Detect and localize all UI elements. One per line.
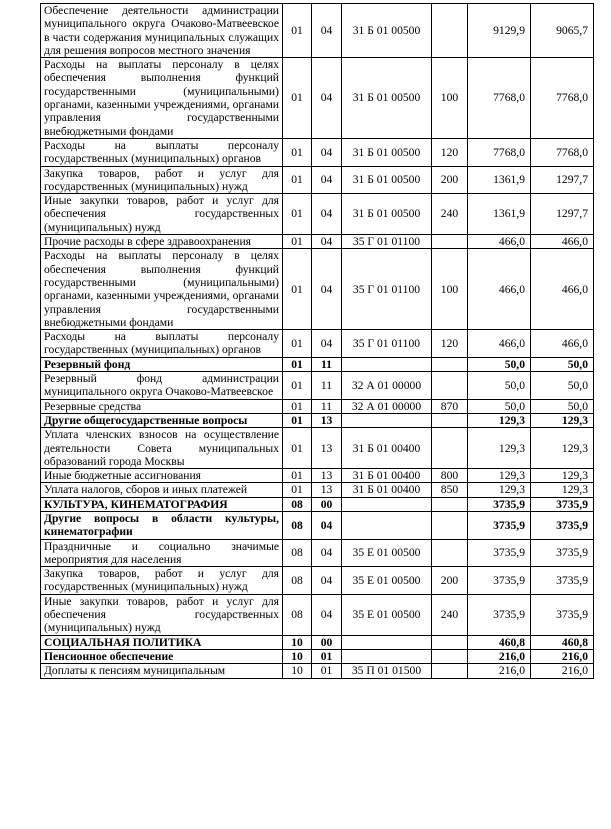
target-article-code: 31 Б 01 00500 (342, 194, 432, 235)
table-row (41, 497, 594, 511)
expense-type-code (432, 497, 468, 511)
section-code: 08 (283, 497, 312, 511)
target-article-code: 32 А 01 00000 (342, 372, 432, 400)
table-row (41, 635, 594, 649)
table-row (41, 4, 594, 58)
actual-amount: 9065,7 (531, 4, 594, 58)
table-row (41, 357, 594, 371)
subsection-code: 01 (312, 664, 342, 678)
subsection-code: 00 (312, 497, 342, 511)
expense-type-code (432, 539, 468, 567)
target-article-code (342, 357, 432, 371)
subsection-code: 04 (312, 194, 342, 235)
section-code: 01 (283, 138, 312, 166)
actual-amount: 50,0 (531, 357, 594, 371)
subsection-code: 04 (312, 567, 342, 595)
section-code: 01 (283, 166, 312, 194)
table-row (41, 249, 594, 330)
section-code: 01 (283, 483, 312, 497)
subsection-code: 04 (312, 511, 342, 539)
target-article-code: 31 Б 01 00400 (342, 469, 432, 483)
planned-amount: 3735,9 (468, 539, 531, 567)
planned-amount: 466,0 (468, 235, 531, 249)
section-code: 10 (283, 649, 312, 663)
subsection-code: 04 (312, 166, 342, 194)
table-row (41, 399, 594, 413)
actual-amount: 3735,9 (531, 539, 594, 567)
planned-amount: 466,0 (468, 330, 531, 358)
target-article-code: 35 Г 01 01100 (342, 235, 432, 249)
subsection-code: 13 (312, 413, 342, 427)
actual-amount: 129,3 (531, 483, 594, 497)
expense-type-code (432, 649, 468, 663)
section-code: 08 (283, 567, 312, 595)
target-article-code: 35 Е 01 00500 (342, 539, 432, 567)
table-row (41, 372, 594, 400)
table-row (41, 483, 594, 497)
planned-amount: 3735,9 (468, 567, 531, 595)
section-code: 08 (283, 511, 312, 539)
actual-amount: 466,0 (531, 330, 594, 358)
target-article-code (342, 497, 432, 511)
target-article-code: 31 Б 01 00500 (342, 58, 432, 139)
row-name: Уплата членских взносов на осуществление деятельности Совета муниципальных образований города Москвы (41, 428, 283, 469)
subsection-code: 13 (312, 483, 342, 497)
planned-amount: 129,3 (468, 428, 531, 469)
planned-amount: 3735,9 (468, 497, 531, 511)
table-row (41, 138, 594, 166)
expense-type-code: 240 (432, 594, 468, 635)
subsection-code: 04 (312, 249, 342, 330)
actual-amount: 3735,9 (531, 497, 594, 511)
subsection-code: 00 (312, 635, 342, 649)
subsection-code: 04 (312, 58, 342, 139)
section-code: 01 (283, 58, 312, 139)
section-code: 01 (283, 194, 312, 235)
planned-amount: 9129,9 (468, 4, 531, 58)
row-name: Резервный фонд администрации муниципального округа Очаково-Матвеевское (41, 372, 283, 400)
section-code: 01 (283, 4, 312, 58)
actual-amount: 3735,9 (531, 511, 594, 539)
subsection-code: 13 (312, 428, 342, 469)
expense-type-code: 800 (432, 469, 468, 483)
table-row (41, 664, 594, 678)
actual-amount: 3735,9 (531, 594, 594, 635)
subsection-code: 11 (312, 372, 342, 400)
section-code: 01 (283, 469, 312, 483)
table-row (41, 166, 594, 194)
planned-amount: 7768,0 (468, 138, 531, 166)
section-code: 01 (283, 413, 312, 427)
target-article-code: 35 Г 01 01100 (342, 330, 432, 358)
planned-amount: 129,3 (468, 469, 531, 483)
expense-type-code (432, 428, 468, 469)
actual-amount: 7768,0 (531, 58, 594, 139)
expense-type-code: 100 (432, 58, 468, 139)
subsection-code: 04 (312, 235, 342, 249)
planned-amount: 50,0 (468, 372, 531, 400)
target-article-code: 31 Б 01 00500 (342, 138, 432, 166)
row-name: Иные бюджетные ассигнования (41, 469, 283, 483)
row-name: Другие общегосударственные вопросы (41, 413, 283, 427)
row-name: Расходы на выплаты персоналу в целях обеспечения выполнения функций государственными (муниципальными) органами, казенными учреждениями, органами управления государственными внебюджетными фондами (41, 58, 283, 139)
expense-type-code (432, 635, 468, 649)
section-code: 10 (283, 664, 312, 678)
table-row (41, 58, 594, 139)
actual-amount: 466,0 (531, 235, 594, 249)
expense-type-code: 120 (432, 138, 468, 166)
actual-amount: 50,0 (531, 399, 594, 413)
subsection-code: 04 (312, 594, 342, 635)
table-row (41, 413, 594, 427)
target-article-code: 35 Е 01 00500 (342, 567, 432, 595)
target-article-code: 35 Е 01 00500 (342, 594, 432, 635)
expense-type-code: 850 (432, 483, 468, 497)
subsection-code: 13 (312, 469, 342, 483)
actual-amount: 129,3 (531, 428, 594, 469)
subsection-code: 04 (312, 330, 342, 358)
target-article-code: 35 П 01 01500 (342, 664, 432, 678)
actual-amount: 7768,0 (531, 138, 594, 166)
target-article-code (342, 635, 432, 649)
target-article-code: 31 Б 01 00500 (342, 166, 432, 194)
row-name: Доплаты к пенсиям муниципальным (41, 664, 283, 678)
row-name: КУЛЬТУРА, КИНЕМАТОГРАФИЯ (41, 497, 283, 511)
section-code: 01 (283, 428, 312, 469)
expense-type-code: 120 (432, 330, 468, 358)
expense-type-code (432, 4, 468, 58)
subsection-code: 04 (312, 4, 342, 58)
actual-amount: 129,3 (531, 413, 594, 427)
table-row (41, 428, 594, 469)
subsection-code: 11 (312, 357, 342, 371)
expense-type-code (432, 235, 468, 249)
section-code: 10 (283, 635, 312, 649)
target-article-code (342, 511, 432, 539)
planned-amount: 129,3 (468, 483, 531, 497)
table-row (41, 511, 594, 539)
planned-amount: 216,0 (468, 649, 531, 663)
row-name: Праздничные и социально значимые мероприятия для населения (41, 539, 283, 567)
expense-type-code (432, 511, 468, 539)
subsection-code: 01 (312, 649, 342, 663)
row-name: СОЦИАЛЬНАЯ ПОЛИТИКА (41, 635, 283, 649)
planned-amount: 216,0 (468, 664, 531, 678)
actual-amount: 1297,7 (531, 166, 594, 194)
planned-amount: 1361,9 (468, 166, 531, 194)
actual-amount: 50,0 (531, 372, 594, 400)
table-row (41, 235, 594, 249)
budget-table (40, 3, 594, 679)
section-code: 01 (283, 330, 312, 358)
expense-type-code: 100 (432, 249, 468, 330)
actual-amount: 1297,7 (531, 194, 594, 235)
expense-type-code (432, 357, 468, 371)
expense-type-code: 200 (432, 567, 468, 595)
planned-amount: 7768,0 (468, 58, 531, 139)
section-code: 08 (283, 539, 312, 567)
section-code: 01 (283, 357, 312, 371)
row-name: Пенсионное обеспечение (41, 649, 283, 663)
row-name: Иные закупки товаров, работ и услуг для обеспечения государственных (муниципальных) нужд (41, 594, 283, 635)
actual-amount: 216,0 (531, 649, 594, 663)
table-row (41, 469, 594, 483)
section-code: 01 (283, 399, 312, 413)
row-name: Закупка товаров, работ и услуг для государственных (муниципальных) нужд (41, 166, 283, 194)
row-name: Обеспечение деятельности администрации муниципального округа Очаково-Матвеевское в части содержания муниципальных служащих для решения вопросов местного значения (41, 4, 283, 58)
table-row (41, 539, 594, 567)
target-article-code: 32 А 01 00000 (342, 399, 432, 413)
row-name: Прочие расходы в сфере здравоохранения (41, 235, 283, 249)
budget-table-body (41, 4, 594, 679)
section-code: 01 (283, 372, 312, 400)
target-article-code: 35 Г 01 01100 (342, 249, 432, 330)
expense-type-code: 200 (432, 166, 468, 194)
row-name: Расходы на выплаты персоналу в целях обеспечения выполнения функций государственными (муниципальными) органами, казенными учреждениями, органами управления государственными внебюджетными фондами (41, 249, 283, 330)
planned-amount: 129,3 (468, 413, 531, 427)
section-code: 01 (283, 235, 312, 249)
row-name: Резервный фонд (41, 357, 283, 371)
row-name: Закупка товаров, работ и услуг для государственных (муниципальных) нужд (41, 567, 283, 595)
actual-amount: 466,0 (531, 249, 594, 330)
actual-amount: 216,0 (531, 664, 594, 678)
table-row (41, 567, 594, 595)
actual-amount: 3735,9 (531, 567, 594, 595)
expense-type-code: 870 (432, 399, 468, 413)
planned-amount: 50,0 (468, 399, 531, 413)
actual-amount: 460,8 (531, 635, 594, 649)
planned-amount: 3735,9 (468, 511, 531, 539)
subsection-code: 04 (312, 138, 342, 166)
table-row (41, 194, 594, 235)
expense-type-code (432, 372, 468, 400)
document-page (40, 3, 593, 679)
actual-amount: 129,3 (531, 469, 594, 483)
section-code: 01 (283, 249, 312, 330)
section-code: 08 (283, 594, 312, 635)
planned-amount: 466,0 (468, 249, 531, 330)
planned-amount: 50,0 (468, 357, 531, 371)
expense-type-code (432, 413, 468, 427)
table-row (41, 330, 594, 358)
planned-amount: 460,8 (468, 635, 531, 649)
row-name: Расходы на выплаты персоналу государственных (муниципальных) органов (41, 330, 283, 358)
target-article-code: 31 Б 01 00400 (342, 483, 432, 497)
row-name: Расходы на выплаты персоналу государственных (муниципальных) органов (41, 138, 283, 166)
row-name: Уплата налогов, сборов и иных платежей (41, 483, 283, 497)
planned-amount: 3735,9 (468, 594, 531, 635)
target-article-code: 31 Б 01 00500 (342, 4, 432, 58)
table-row (41, 594, 594, 635)
row-name: Иные закупки товаров, работ и услуг для обеспечения государственных (муниципальных) нужд (41, 194, 283, 235)
target-article-code (342, 413, 432, 427)
expense-type-code: 240 (432, 194, 468, 235)
planned-amount: 1361,9 (468, 194, 531, 235)
expense-type-code (432, 664, 468, 678)
subsection-code: 04 (312, 539, 342, 567)
target-article-code (342, 649, 432, 663)
row-name: Резервные средства (41, 399, 283, 413)
target-article-code: 31 Б 01 00400 (342, 428, 432, 469)
table-row (41, 649, 594, 663)
subsection-code: 11 (312, 399, 342, 413)
row-name: Другие вопросы в области культуры, кинематографии (41, 511, 283, 539)
